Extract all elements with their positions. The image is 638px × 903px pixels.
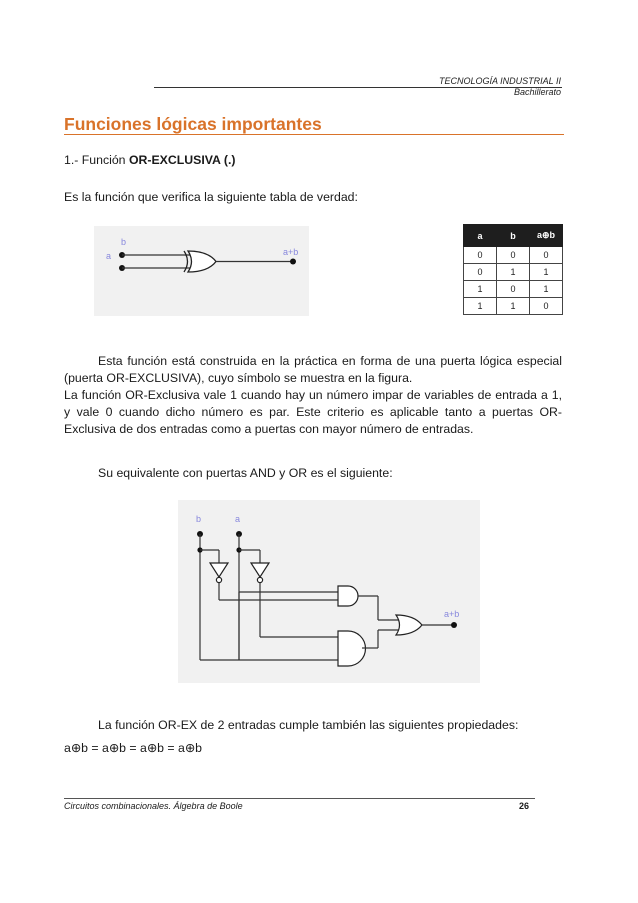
table-cell: 1 (530, 264, 563, 281)
title-underline (64, 134, 564, 135)
table-cell: 1 (464, 281, 497, 298)
table-cell: 0 (497, 247, 530, 264)
xor-gate-diagram (94, 226, 309, 316)
paragraph-definition: La función OR-Exclusiva vale 1 cuando hay un número impar de variables de entrada a 1, y vale 0 cuando dicho número es par. Este criterio es aplicable tanto a puertas OR-Exclusiva de dos entradas como a puertas con mayor número de entradas. (64, 388, 562, 436)
paragraph-construction: Esta función está construida en la práctica en forma de una puerta lógica especial (puerta OR-EXCLUSIVA), cuyo símbolo se muestra en la figura. (64, 354, 562, 385)
table-row (464, 298, 563, 315)
table-row (464, 247, 563, 264)
header-a: a (464, 225, 497, 247)
section-heading (64, 152, 562, 169)
table-cell: 0 (530, 247, 563, 264)
header-xor: a⊕b (530, 225, 563, 247)
circuit-label-output: a+b (444, 609, 460, 619)
gate-label-a: a (106, 251, 112, 261)
gate-label-output: a+b (283, 247, 299, 257)
table-cell: 0 (464, 264, 497, 281)
output-node (290, 259, 296, 265)
table-cell: 1 (497, 264, 530, 281)
running-header (439, 76, 561, 98)
and-or-circuit-diagram (178, 500, 480, 683)
truth-table (463, 224, 563, 315)
and-gate-top (338, 586, 358, 606)
table-cell: 1 (530, 281, 563, 298)
circuit-label-b: b (196, 514, 202, 524)
table-cell: 1 (497, 298, 530, 315)
section-name: OR-EXCLUSIVA (.) (128, 153, 236, 167)
formula: a⊕b = a⊕b = a⊕b = a⊕b (64, 741, 202, 755)
table-cell: 1 (464, 298, 497, 315)
section-prefix: 1.- Función (64, 153, 129, 167)
circuit-label-a: a (235, 514, 241, 524)
header-b: b (497, 225, 530, 247)
truth-table-header-row (464, 225, 563, 247)
table-cell: 0 (530, 298, 563, 315)
paragraph-properties: La función OR-EX de 2 entradas cumple también las siguientes propiedades: (98, 718, 519, 732)
circuit-output-node (451, 622, 457, 628)
page-number: 26 (519, 801, 530, 811)
table-cell: 0 (464, 247, 497, 264)
gate-label-b: b (121, 237, 127, 247)
footer-chapter: Circuitos combinacionales. Álgebra de Boole (64, 801, 243, 811)
table-row (464, 281, 563, 298)
footer-rule (64, 798, 535, 799)
page-title: Funciones lógicas importantes (64, 114, 322, 134)
intro-text: Es la función que verifica la siguiente tabla de verdad: (64, 190, 358, 204)
header-course: TECNOLOGÍA INDUSTRIAL II (438, 76, 561, 86)
header-level: Bachillerato (513, 87, 561, 97)
table-cell: 0 (497, 281, 530, 298)
table-row (464, 264, 563, 281)
paragraph-equivalent: Su equivalente con puertas AND y OR es el siguiente: (98, 466, 393, 480)
